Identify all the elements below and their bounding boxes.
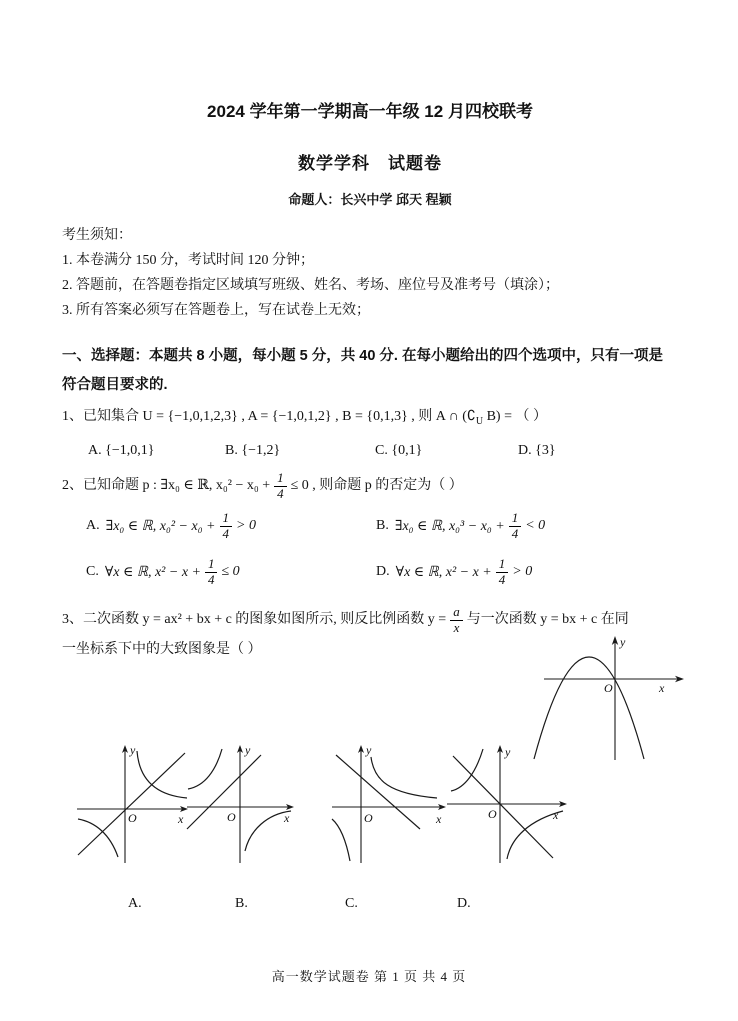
graph-label-c: C. (345, 896, 358, 911)
q1-option-b-value: {−1,2} (241, 443, 281, 459)
q1-option-c-label: C. (375, 443, 388, 459)
q2-option-c-before: ∀x ∈ ℝ, x² − x + (104, 564, 201, 580)
page-footer: 高一数学试题卷 第 1 页 共 4 页 (271, 969, 467, 984)
q2-option-c (86, 553, 376, 591)
q2-option-d-before: ∀x ∈ ℝ, x² − x + (395, 564, 492, 580)
q2-option-c-fraction (205, 557, 218, 588)
q2-option-b-after: < 0 (525, 518, 546, 534)
notice-item-3: 3. 所有答案必须写在答题卷上，写在试卷上无效； (62, 303, 370, 319)
q3-line2: 一坐标系下中的大致图象是（ ） (62, 642, 262, 658)
q2-text-after: ≤ 0 , 则命题 p 的否定为（ ） (290, 478, 463, 494)
graph-option-d (445, 743, 570, 865)
graph-b-origin-label: O (227, 810, 236, 824)
q1-option-b (225, 443, 375, 459)
q1-option-b-label: B. (225, 443, 238, 459)
q2-option-b-num: 1 (509, 511, 522, 527)
graph-b-x-axis-label: x (284, 811, 290, 825)
graph-d-origin-label: O (488, 807, 497, 821)
q2-option-b (376, 507, 678, 545)
graph-a-x-axis-label: x (178, 812, 184, 826)
q1-option-a (88, 443, 225, 459)
q2-text-before: 2、已知命题 p : ∃x₀ ∈ ℝ, x₀² − x₀ + (62, 478, 271, 494)
graph-label-b: B. (235, 896, 248, 911)
q2-option-a (86, 507, 376, 545)
section1-heading-line2: 符合题目要求的. (62, 376, 168, 393)
q3-fraction (450, 605, 463, 636)
q1-option-d-value: {3} (535, 443, 556, 459)
graph-option-c (330, 743, 448, 865)
q3-fraction-numerator: a (450, 605, 463, 621)
q1-option-c (375, 443, 518, 459)
q2-option-a-before: ∃x₀ ∈ ℝ, x₀² − x₀ + (105, 518, 216, 534)
q3-fraction-denominator: x (453, 619, 460, 635)
q2-fraction (274, 471, 287, 502)
page-title: 2024 学年第一学期高一年级 12 月四校联考 (207, 102, 533, 121)
q2-option-d (376, 553, 678, 591)
q2-option-c-num: 1 (205, 557, 218, 573)
parabola-y-axis-label: y (620, 635, 626, 649)
graph-option-b (185, 743, 297, 865)
graph-label-a: A. (128, 896, 142, 911)
graph-b-y-axis-label: y (245, 743, 251, 757)
graph-c-y-axis-label: y (366, 743, 372, 757)
notice-block (62, 223, 678, 323)
q1-option-d (518, 443, 678, 459)
graph-a-y-axis-label: y (130, 743, 136, 757)
q3-text-after: 与一次函数 y = bx + c 在同 (466, 612, 629, 628)
section1-heading (62, 342, 678, 399)
q2-options (62, 507, 678, 591)
q2-option-d-after: > 0 (512, 564, 533, 580)
notice-heading: 考生须知： (62, 228, 132, 244)
authors-line: 命题人：长兴中学 邱天 程颖 (288, 191, 452, 207)
graph-option-a (75, 743, 190, 865)
parabola-origin-label: O (604, 681, 613, 695)
notice-item-1: 1. 本卷满分 150 分，考试时间 120 分钟； (62, 253, 314, 269)
q2-option-d-den: 4 (498, 571, 506, 587)
q2-option-c-den: 4 (207, 571, 215, 587)
q2-fraction-denominator: 4 (277, 485, 284, 501)
graph-d-y-axis-label: y (505, 745, 511, 759)
graph-c-x-axis-label: x (436, 812, 442, 826)
q2-option-b-before: ∃x₀ ∈ ℝ, x₀³ − x₀ + (394, 518, 505, 534)
parabola-x-axis-label: x (659, 681, 665, 695)
q2-option-b-label: B. (376, 518, 389, 534)
q2-fraction-numerator: 1 (274, 471, 287, 487)
q1-text-after: B) = （ ） (483, 409, 547, 425)
answer-graph-labels (62, 896, 622, 916)
graph-a-origin-label: O (128, 811, 137, 825)
q1-option-a-label: A. (88, 443, 102, 459)
q1-option-d-label: D. (518, 443, 532, 459)
q2-option-b-fraction (509, 511, 522, 542)
q1-complement-subscript: U (475, 416, 484, 428)
q3-text-before: 3、二次函数 y = ax² + bx + c 的图象如图所示, 则反比例函数 y = (62, 612, 447, 628)
q2-option-a-fraction (220, 511, 233, 542)
q2-option-a-after: > 0 (236, 518, 256, 534)
q1-option-a-value: {−1,0,1} (105, 443, 155, 459)
graph-d-x-axis-label: x (553, 808, 559, 822)
q2-option-c-label: C. (86, 564, 99, 580)
q2-option-d-fraction (496, 557, 509, 588)
graph-label-d: D. (457, 896, 471, 911)
notice-item-2: 2. 答题前，在答题卷指定区域填写班级、姓名、考场、座位号及准考号（填涂）； (62, 278, 559, 294)
q2-option-a-den: 4 (222, 525, 230, 541)
q1-option-c-value: {0,1} (391, 443, 423, 459)
graph-c-origin-label: O (364, 811, 373, 825)
q2-option-c-after: ≤ 0 (221, 564, 240, 580)
subject-subtitle: 数学学科 试题卷 (298, 154, 442, 174)
section1-heading-line1: 一、选择题：本题共 8 小题，每小题 5 分，共 40 分. 在每小题给出的四个选项中，只有一项是 (62, 348, 663, 365)
q1-options (62, 443, 678, 459)
question-1 (62, 405, 678, 434)
q2-option-b-den: 4 (511, 525, 519, 541)
q1-text-before: 1、已知集合 U = {−1,0,1,2,3} , A = {−1,0,1,2} , B = {0,1,3} , 则 A ∩ (∁ (62, 409, 476, 425)
exam-content (0, 101, 738, 662)
q2-option-a-num: 1 (220, 511, 233, 527)
q2-option-d-num: 1 (496, 557, 509, 573)
q2-option-a-label: A. (86, 518, 100, 534)
question-2 (62, 469, 678, 503)
q2-option-d-label: D. (376, 564, 390, 580)
answer-graphs-row (62, 743, 622, 869)
